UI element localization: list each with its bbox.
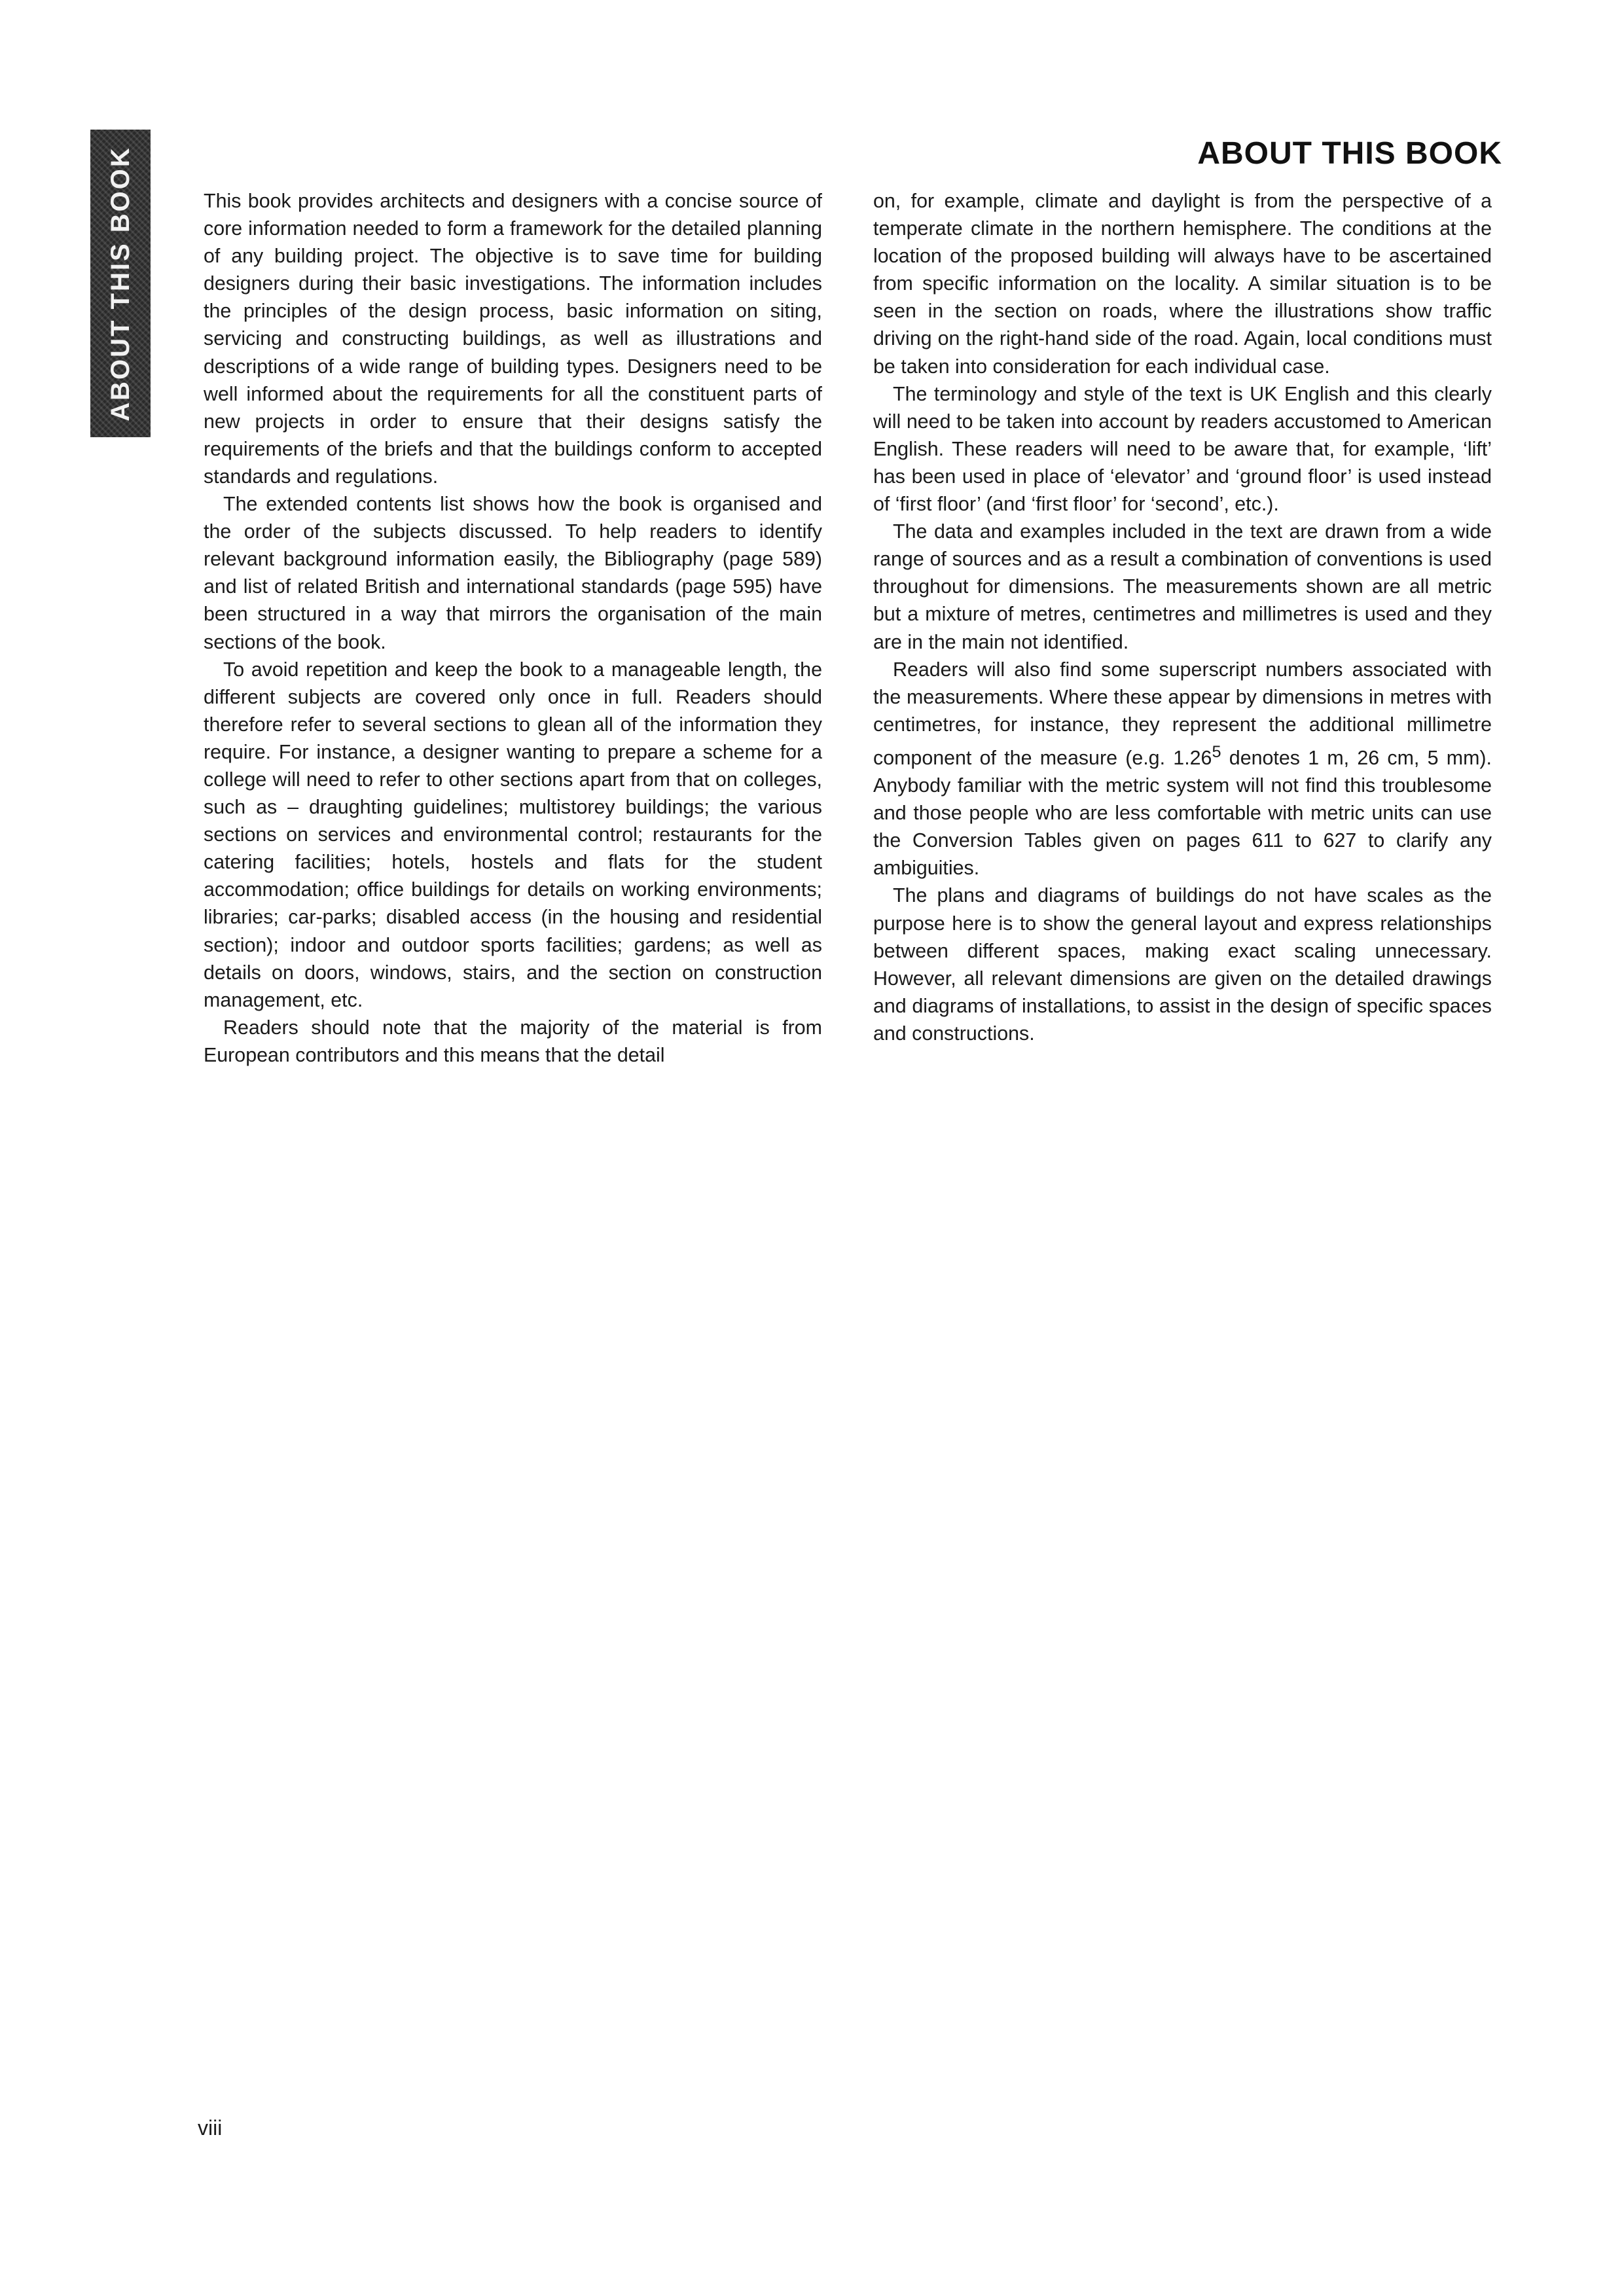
paragraph-text: denotes 1 m, 26 cm, 5 mm). Anybody familiar with the metric system will not find this troublesome and those people who are less comfortable with metric units can use the Conversion Tables given on pages 611 to 627 to clarify any ambiguities. [873,747,1492,880]
section-tab-label: ABOUT THIS BOOK [105,145,135,422]
section-tab [90,130,151,437]
paragraph: The terminology and style of the text is UK English and this clearly will need to be taken into account by readers accustomed to American English. These readers will need to be aware that, for example, ‘lift’ has been used in place of ‘elevator’ and ‘ground floor’ is used instead of ‘first floor’ (and ‘first floor’ for ‘second’, etc.). [873,382,1492,516]
page-number: viii [198,2116,223,2140]
paragraph: The extended contents list shows how the book is organised and the order of the subjects discussed. To help readers to identify relevant background information easily, the Bibliography (page 589) and list of related British and international standards (page 595) have been structured in a way that mirrors the organisation of the main sections of the book. [204,493,822,653]
paragraph: This book provides architects and designers with a concise source of core information needed to form a framework for the detailed planning of any building project. The objective is to save time for building designers during their basic investigations. The information includes the principles of the design process, basic information on siting, servicing and constructing buildings, as well as illustrations and descriptions of a wide range of building types. Designers need to be well informed about the requirements for all the constituent parts of new projects in order to ensure that their designs satisfy the requirements of the briefs and that the buildings conform to accepted standards and regulations. [204,190,822,488]
left-text-column [204,187,822,1069]
paragraph: To avoid repetition and keep the book to a manageable length, the different subjects are covered only once in full. Readers should therefore refer to several sections to glean all of the information they require. For instance, a designer wanting to prepare a scheme for a college will need to refer to other sections apart from that on colleges, such as – draughting guidelines; multistorey buildings; the various sections on services and environmental control; restaurants for the catering facilities; hotels, hostels and flats for the student accommodation; office buildings for details on working environments; libraries; car-parks; disabled access (in the housing and residential section); indoor and outdoor sports facilities; gardens; as well as details on doors, windows, stairs, and the section on construction management, etc. [204,658,822,1011]
paragraph: The plans and diagrams of buildings do not have scales as the purpose here is to show the general layout and express relationships between different spaces, making exact scaling unnecessary. However, all relevant dimensions are given on the detailed drawings and diagrams of installations, to assist in the design of specific spaces and constructions. [873,884,1492,1045]
superscript-digit: 5 [1212,742,1221,761]
page-title: ABOUT THIS BOOK [1197,136,1502,171]
paragraph: Readers should note that the majority of the material is from European contributors and this means that the detail [204,1016,822,1066]
paragraph-text: Readers will also find some superscript numbers associated with the measurements. Where these appear by dimensions in metres with centimetres, for instance, they represent the additional millimetre component of the measure (e.g. 1.26 [873,658,1492,769]
paragraph: The data and examples included in the text are drawn from a wide range of sources and as a result a combination of conventions is used throughout for dimensions. The measurements shown are all metric but a mixture of metres, centimetres and millimetres is used and they are in the main not identified. [873,520,1492,653]
right-text-column [873,187,1492,1047]
paragraph [873,656,1492,882]
paragraph: on, for example, climate and daylight is from the perspective of a temperate climate in the northern hemisphere. The conditions at the location of the proposed building will always have to be ascertained from specific information on the locality. A similar situation is to be seen in the section on roads, where the illustrations show traffic driving on the right-hand side of the road. Again, local conditions must be taken into consideration for each individual case. [873,190,1492,378]
